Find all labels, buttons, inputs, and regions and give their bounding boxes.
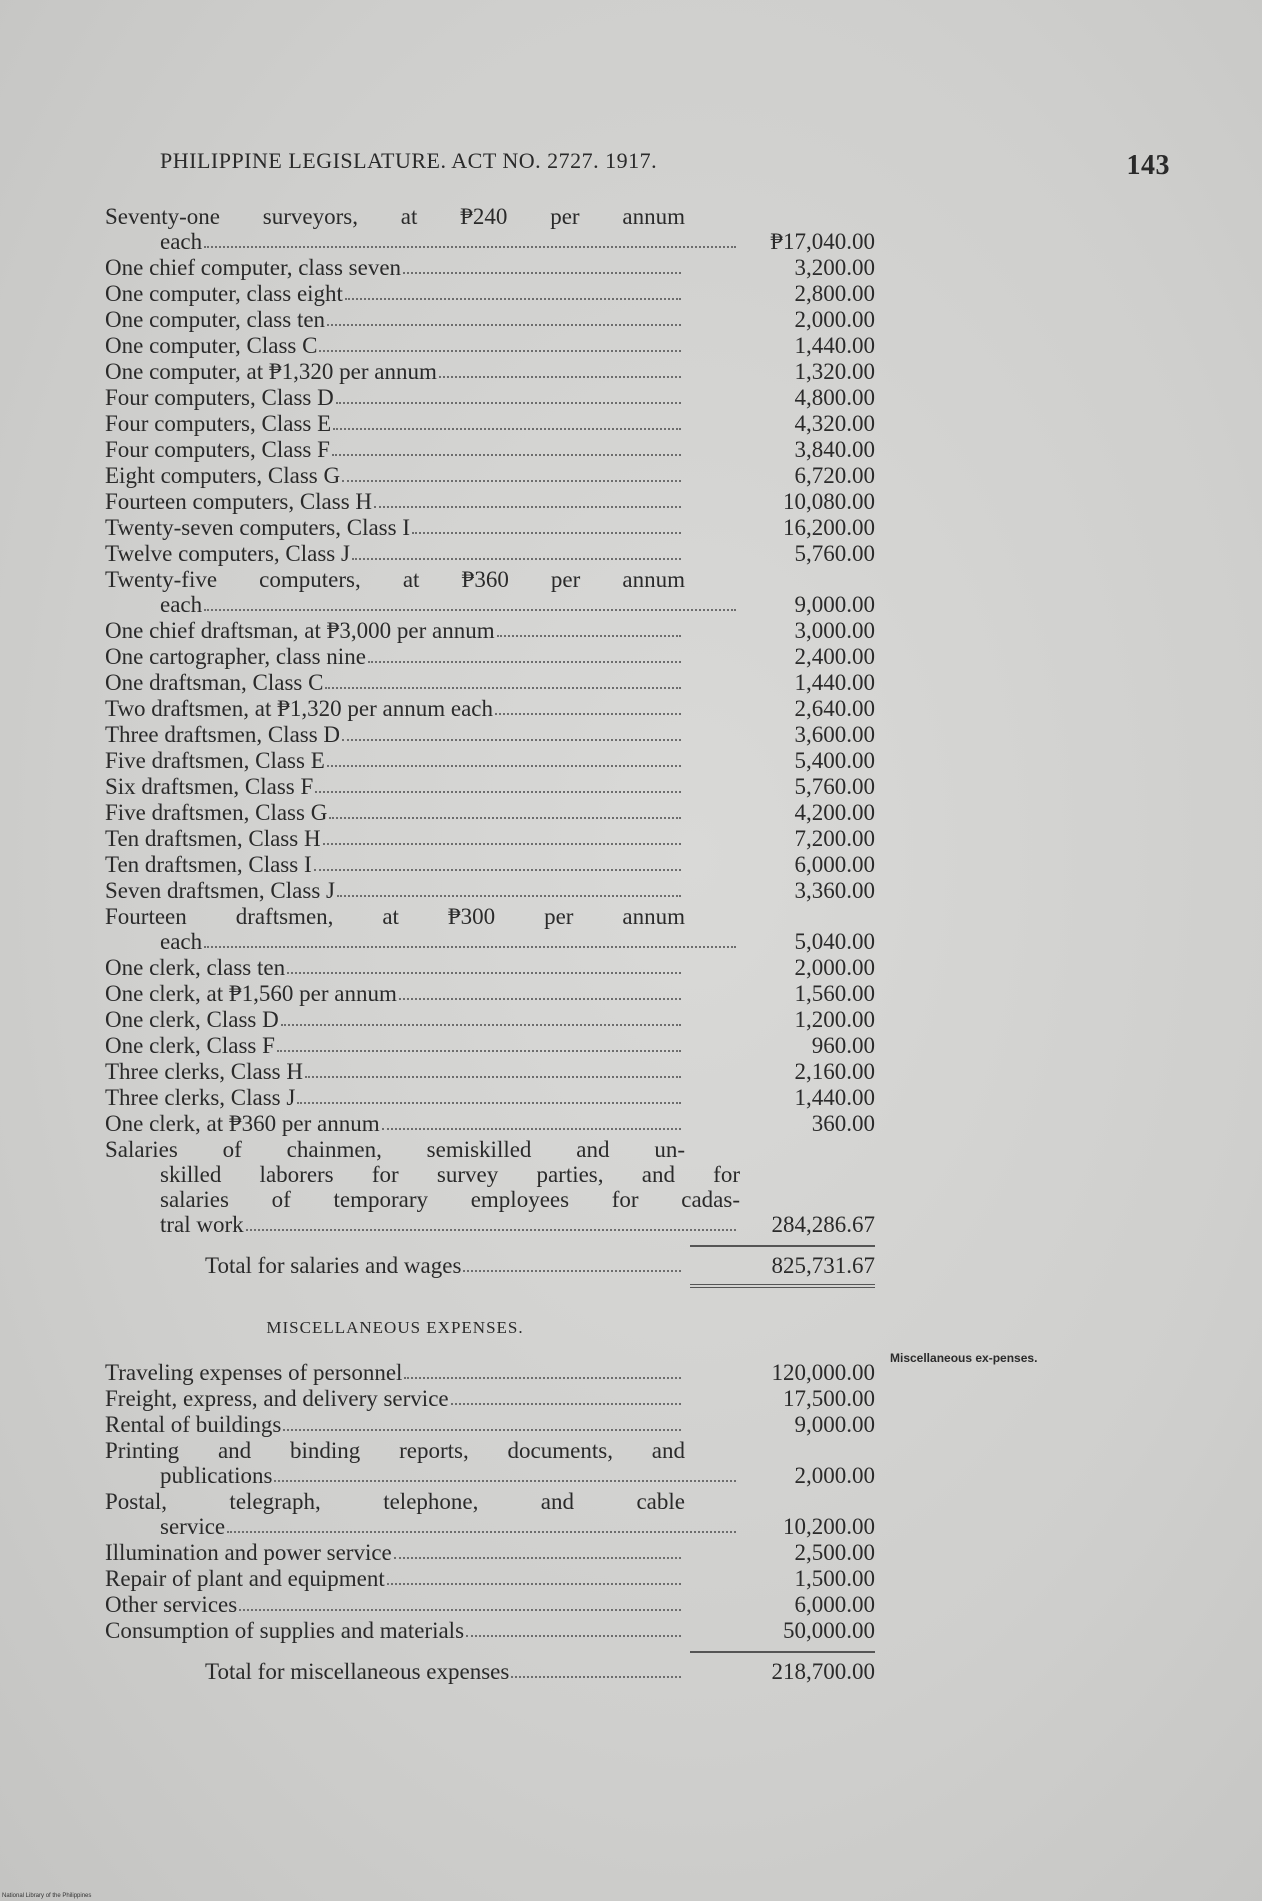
item-label: tral work	[160, 1212, 244, 1237]
table-row	[105, 1618, 885, 1643]
item-amount: 3,840.00	[794, 437, 875, 462]
table-row	[105, 618, 885, 643]
item-amount: 2,000.00	[794, 1463, 875, 1488]
item-label: Four computers, Class E	[105, 411, 332, 436]
item-label: Freight, express, and delivery service	[105, 1386, 449, 1411]
item-label: One computer, class ten	[105, 307, 326, 332]
item-amount: 2,500.00	[794, 1540, 875, 1565]
item-label: each	[160, 592, 203, 617]
table-row	[105, 1489, 885, 1539]
item-label: Twenty-seven computers, Class I	[105, 515, 410, 540]
item-label: Fourteen computers, Class H	[105, 489, 373, 514]
table-row	[105, 644, 885, 669]
item-amount: 360.00	[811, 1111, 875, 1136]
table-row	[105, 1033, 885, 1058]
item-label: One clerk, Class F	[105, 1033, 275, 1058]
item-amount: 1,440.00	[794, 670, 875, 695]
appropriation-table	[105, 204, 885, 1685]
item-label: Three clerks, Class H	[105, 1059, 303, 1084]
item-label: Three clerks, Class J	[105, 1085, 296, 1110]
item-label: One clerk, at ₱360 per annum	[105, 1111, 380, 1136]
item-label: One clerk, Class D	[105, 1007, 279, 1032]
table-row	[105, 696, 885, 721]
item-label: Consumption of supplies and materials	[105, 1618, 465, 1643]
item-amount: 17,500.00	[783, 1386, 875, 1411]
item-label: One chief computer, class seven	[105, 255, 402, 280]
table-row	[105, 852, 885, 877]
item-label: One computer, at ₱1,320 per annum	[105, 359, 437, 384]
item-label: Salaries of chainmen, semiskilled and un-	[105, 1137, 685, 1162]
item-label: One computer, Class C	[105, 333, 318, 358]
table-row	[105, 281, 885, 306]
item-label: Printing and binding reports, documents, and	[105, 1438, 685, 1463]
table-row	[105, 1438, 885, 1488]
item-label: Eight computers, Class G	[105, 463, 341, 488]
page-number: 143	[1126, 150, 1170, 181]
item-label: Five draftsmen, Class E	[105, 748, 325, 773]
total-double-rule	[690, 1284, 875, 1288]
item-label: Other services	[105, 1592, 238, 1617]
table-row	[105, 489, 885, 514]
item-amount: 284,286.67	[771, 1212, 875, 1237]
table-row	[105, 1111, 885, 1136]
item-amount: 50,000.00	[783, 1618, 875, 1643]
item-amount: 2,000.00	[794, 307, 875, 332]
table-row	[105, 411, 885, 436]
item-label: Seven draftsmen, Class J	[105, 878, 335, 903]
item-amount: 7,200.00	[794, 826, 875, 851]
item-amount: 3,200.00	[794, 255, 875, 280]
item-label: Traveling expenses of personnel	[105, 1360, 403, 1385]
item-label: skilled laborers for survey parties, and for	[160, 1162, 740, 1187]
table-row	[105, 463, 885, 488]
item-amount: 3,600.00	[794, 722, 875, 747]
item-amount: 5,400.00	[794, 748, 875, 773]
table-row	[105, 567, 885, 617]
item-amount: 16,200.00	[783, 515, 875, 540]
salary-rows	[105, 204, 885, 1237]
table-row	[105, 1540, 885, 1565]
item-label: Three draftsmen, Class D	[105, 722, 341, 747]
salaries-total-amount: 825,731.67	[771, 1253, 875, 1278]
misc-subtotal-rule	[690, 1651, 875, 1653]
item-amount: 1,500.00	[794, 1566, 875, 1591]
item-amount: 6,720.00	[794, 463, 875, 488]
item-amount: 1,440.00	[794, 333, 875, 358]
item-label: Fourteen draftsmen, at ₱300 per annum	[105, 904, 685, 929]
item-label: Two draftsmen, at ₱1,320 per annum each	[105, 696, 494, 721]
item-amount: 3,360.00	[794, 878, 875, 903]
item-label: Four computers, Class F	[105, 437, 330, 462]
table-row	[105, 670, 885, 695]
misc-total-amount: 218,700.00	[771, 1659, 875, 1684]
item-amount: 1,560.00	[794, 981, 875, 1006]
item-label: One cartographer, class nine	[105, 644, 366, 669]
item-label: One chief draftsman, at ₱3,000 per annum	[105, 618, 495, 643]
item-amount: 2,400.00	[794, 644, 875, 669]
item-amount: 9,000.00	[794, 592, 875, 617]
item-amount: 6,000.00	[794, 1592, 875, 1617]
margin-note: Miscellaneous ex-penses.	[890, 1351, 1038, 1365]
item-amount: 5,040.00	[794, 929, 875, 954]
misc-total-label: Total for miscellaneous expenses	[205, 1659, 510, 1684]
item-label: Postal, telegraph, telephone, and cable	[105, 1489, 685, 1514]
table-row	[105, 1007, 885, 1032]
item-label: Six draftsmen, Class F	[105, 774, 314, 799]
item-label: One draftsman, Class C	[105, 670, 324, 695]
table-row	[105, 955, 885, 980]
item-label: each	[160, 929, 203, 954]
item-label: each	[160, 229, 203, 254]
item-amount: 10,080.00	[783, 489, 875, 514]
item-label: One clerk, at ₱1,560 per annum	[105, 981, 397, 1006]
table-row	[105, 1592, 885, 1617]
item-amount: 3,000.00	[794, 618, 875, 643]
item-label: One computer, class eight	[105, 281, 343, 306]
table-row	[105, 1412, 885, 1437]
table-row	[105, 255, 885, 280]
item-amount: ₱17,040.00	[770, 229, 875, 254]
table-row	[105, 981, 885, 1006]
item-label: Ten draftsmen, Class H	[105, 826, 321, 851]
item-label: publications	[160, 1463, 273, 1488]
table-row	[105, 359, 885, 384]
item-label: Repair of plant and equipment	[105, 1566, 385, 1591]
item-amount: 5,760.00	[794, 774, 875, 799]
item-amount: 10,200.00	[783, 1514, 875, 1539]
item-label: Five draftsmen, Class G	[105, 800, 328, 825]
table-row	[105, 1059, 885, 1084]
table-row	[105, 748, 885, 773]
item-amount: 5,760.00	[794, 541, 875, 566]
table-row	[105, 307, 885, 332]
table-row	[105, 1137, 885, 1237]
table-row	[105, 774, 885, 799]
item-label: Ten draftsmen, Class I	[105, 852, 312, 877]
item-label: Seventy-one surveyors, at ₱240 per annum	[105, 204, 685, 229]
table-row	[105, 385, 885, 410]
table-row	[105, 204, 885, 254]
item-label: Rental of buildings	[105, 1412, 282, 1437]
item-amount: 2,000.00	[794, 955, 875, 980]
item-amount: 9,000.00	[794, 1412, 875, 1437]
table-row	[105, 878, 885, 903]
item-amount: 1,320.00	[794, 359, 875, 384]
scan-footer: National Library of the Philippines	[2, 1893, 92, 1899]
subtotal-rule	[690, 1245, 875, 1247]
item-label: service	[160, 1514, 226, 1539]
misc-heading: MISCELLANEOUS EXPENSES.	[266, 1318, 524, 1337]
table-row	[105, 1085, 885, 1110]
item-amount: 6,000.00	[794, 852, 875, 877]
item-amount: 960.00	[811, 1033, 875, 1058]
table-row	[105, 1386, 885, 1411]
table-row	[105, 800, 885, 825]
salaries-total-row	[105, 1253, 885, 1278]
item-amount: 1,440.00	[794, 1085, 875, 1110]
item-amount: 2,640.00	[794, 696, 875, 721]
item-label: Twelve computers, Class J	[105, 541, 350, 566]
item-amount: 4,800.00	[794, 385, 875, 410]
item-amount: 4,320.00	[794, 411, 875, 436]
table-row	[105, 437, 885, 462]
item-amount: 4,200.00	[794, 800, 875, 825]
table-row	[105, 1566, 885, 1591]
table-row	[105, 541, 885, 566]
running-title: PHILIPPINE LEGISLATURE. ACT NO. 2727. 1917.	[160, 148, 658, 173]
item-amount: 120,000.00	[771, 1360, 875, 1385]
item-amount: 2,160.00	[794, 1059, 875, 1084]
item-label: salaries of temporary employees for cadas-	[160, 1187, 740, 1212]
table-row	[105, 722, 885, 747]
table-row	[105, 826, 885, 851]
salaries-total-label: Total for salaries and wages	[205, 1253, 462, 1278]
item-amount: 1,200.00	[794, 1007, 875, 1032]
table-row	[105, 904, 885, 954]
misc-total-row	[105, 1659, 885, 1684]
item-label: Twenty-five computers, at ₱360 per annum	[105, 567, 685, 592]
table-row	[105, 1360, 885, 1385]
table-row	[105, 333, 885, 358]
misc-rows	[105, 1360, 885, 1643]
item-amount: 2,800.00	[794, 281, 875, 306]
item-label: One clerk, class ten	[105, 955, 286, 980]
item-label: Four computers, Class D	[105, 385, 334, 410]
table-row	[105, 515, 885, 540]
item-label: Illumination and power service	[105, 1540, 392, 1565]
